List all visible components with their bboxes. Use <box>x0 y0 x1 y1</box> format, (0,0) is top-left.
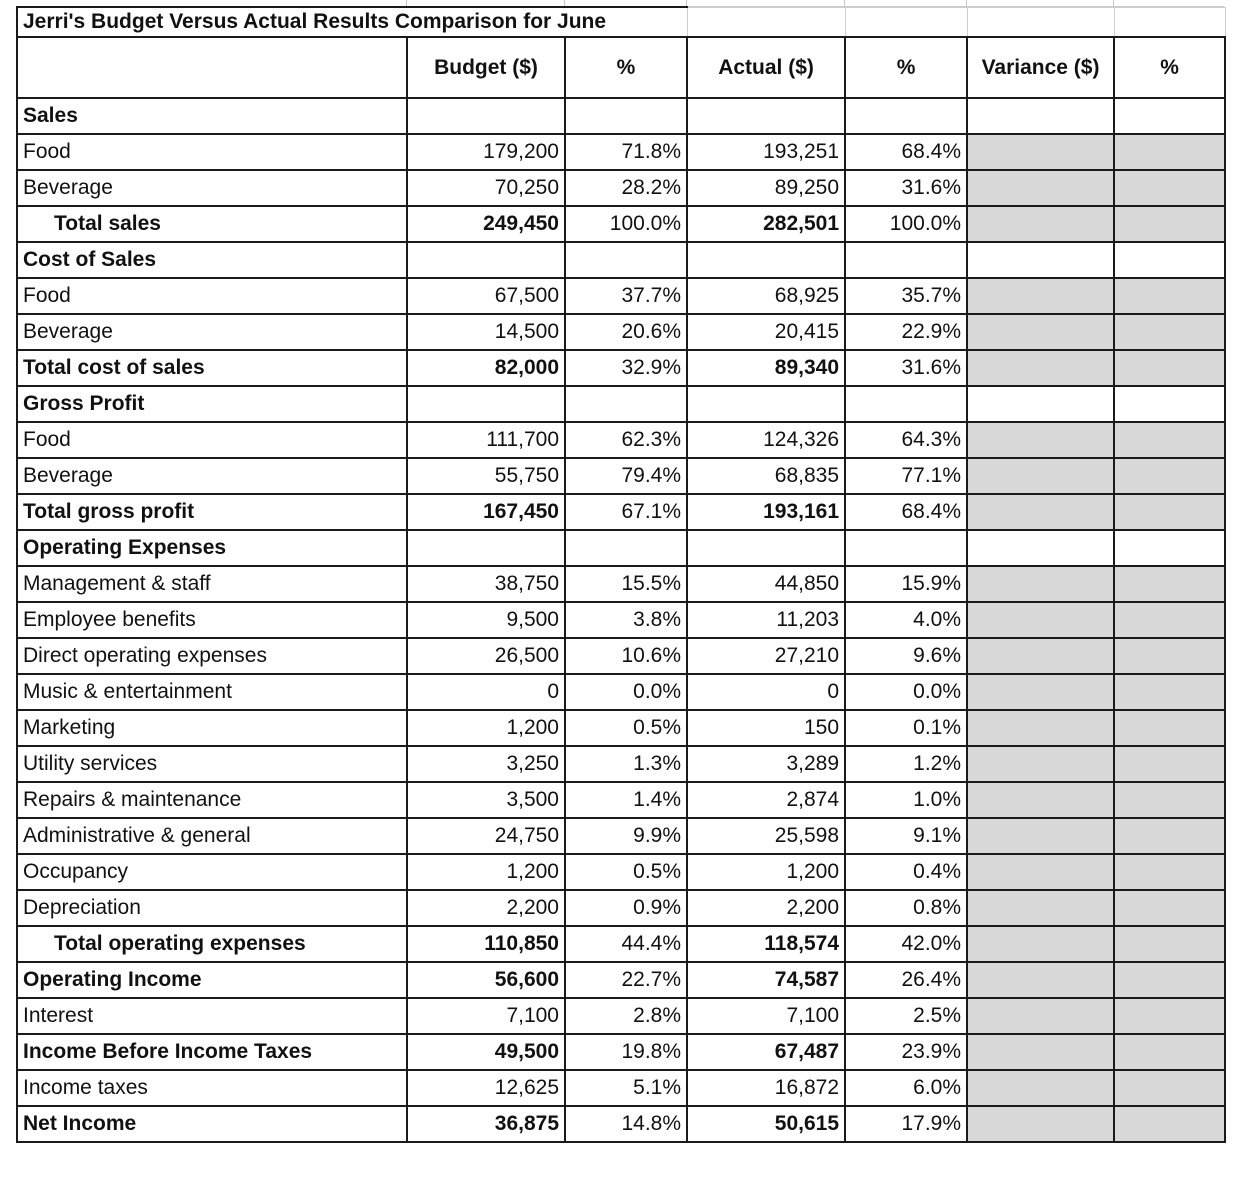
variance-cell[interactable] <box>967 962 1114 998</box>
actual-pct-cell[interactable]: 1.2% <box>845 746 967 782</box>
actual-cell[interactable] <box>687 98 845 134</box>
actual-cell[interactable]: 25,598 <box>687 818 845 854</box>
actual-pct-cell[interactable]: 35.7% <box>845 278 967 314</box>
actual-cell[interactable]: 67,487 <box>687 1034 845 1070</box>
table-row <box>17 962 1225 998</box>
variance-pct-cell[interactable] <box>1114 1070 1225 1106</box>
actual-pct-cell[interactable]: 9.6% <box>845 638 967 674</box>
row-label[interactable]: Operating Expenses <box>17 530 407 566</box>
table-row <box>17 1034 1225 1070</box>
budget-cell[interactable]: 3,250 <box>407 746 565 782</box>
budget-pct-cell[interactable]: 3.8% <box>565 602 687 638</box>
budget-pct-cell[interactable]: 15.5% <box>565 566 687 602</box>
variance-cell[interactable] <box>967 98 1114 134</box>
budget-cell[interactable]: 3,500 <box>407 782 565 818</box>
variance-cell[interactable] <box>967 638 1114 674</box>
budget-pct-cell[interactable]: 20.6% <box>565 314 687 350</box>
budget-cell[interactable]: 14,500 <box>407 314 565 350</box>
actual-cell[interactable]: 11,203 <box>687 602 845 638</box>
budget-pct-cell[interactable] <box>565 530 687 566</box>
table-row <box>17 926 1225 962</box>
budget-cell[interactable]: 26,500 <box>407 638 565 674</box>
variance-pct-cell[interactable] <box>1114 566 1225 602</box>
budget-cell[interactable]: 7,100 <box>407 998 565 1034</box>
actual-cell[interactable]: 68,925 <box>687 278 845 314</box>
actual-cell[interactable]: 27,210 <box>687 638 845 674</box>
variance-pct-cell[interactable] <box>1114 422 1225 458</box>
budget-cell[interactable]: 70,250 <box>407 170 565 206</box>
actual-cell[interactable] <box>687 242 845 278</box>
variance-pct-cell[interactable] <box>1114 602 1225 638</box>
variance-cell[interactable] <box>967 530 1114 566</box>
row-label[interactable]: Food <box>17 134 407 170</box>
actual-pct-cell[interactable]: 23.9% <box>845 1034 967 1070</box>
budget-cell[interactable]: 67,500 <box>407 278 565 314</box>
blank-cell[interactable] <box>687 7 845 37</box>
variance-pct-cell[interactable] <box>1114 494 1225 530</box>
variance-pct-cell[interactable] <box>1114 314 1225 350</box>
actual-cell[interactable]: 2,200 <box>687 890 845 926</box>
budget-pct-cell[interactable]: 28.2% <box>565 170 687 206</box>
actual-pct-cell[interactable]: 0.8% <box>845 890 967 926</box>
row-label[interactable]: Total operating expenses <box>17 926 407 962</box>
table-row <box>17 710 1225 746</box>
budget-pct-cell[interactable] <box>565 386 687 422</box>
row-label[interactable]: Occupancy <box>17 854 407 890</box>
table-row <box>17 422 1225 458</box>
budget-cell[interactable]: 36,875 <box>407 1106 565 1142</box>
variance-pct-cell[interactable] <box>1114 530 1225 566</box>
table-row <box>17 566 1225 602</box>
table-row <box>17 998 1225 1034</box>
variance-cell[interactable] <box>967 1034 1114 1070</box>
table-title[interactable]: Jerri's Budget Versus Actual Results Comparison for June <box>17 7 687 37</box>
budget-pct-cell[interactable]: 0.9% <box>565 890 687 926</box>
row-label[interactable]: Utility services <box>17 746 407 782</box>
table-row <box>17 314 1225 350</box>
budget-pct-cell[interactable]: 0.5% <box>565 854 687 890</box>
budget-cell[interactable]: 56,600 <box>407 962 565 998</box>
header-actual[interactable]: Actual ($) <box>687 37 845 98</box>
variance-cell[interactable] <box>967 278 1114 314</box>
budget-pct-cell[interactable]: 100.0% <box>565 206 687 242</box>
table-row <box>17 818 1225 854</box>
variance-pct-cell[interactable] <box>1114 710 1225 746</box>
budget-pct-cell[interactable]: 5.1% <box>565 1070 687 1106</box>
budget-cell[interactable] <box>407 386 565 422</box>
actual-pct-cell[interactable] <box>845 386 967 422</box>
actual-pct-cell[interactable]: 22.9% <box>845 314 967 350</box>
budget-pct-cell[interactable]: 71.8% <box>565 134 687 170</box>
variance-cell[interactable] <box>967 890 1114 926</box>
budget-pct-cell[interactable]: 10.6% <box>565 638 687 674</box>
variance-cell[interactable] <box>967 242 1114 278</box>
row-label[interactable]: Total cost of sales <box>17 350 407 386</box>
variance-pct-cell[interactable] <box>1114 674 1225 710</box>
row-label[interactable]: Food <box>17 278 407 314</box>
table-row <box>17 782 1225 818</box>
actual-cell[interactable] <box>687 530 845 566</box>
variance-cell[interactable] <box>967 710 1114 746</box>
actual-pct-cell[interactable]: 100.0% <box>845 206 967 242</box>
variance-pct-cell[interactable] <box>1114 350 1225 386</box>
actual-pct-cell[interactable]: 0.4% <box>845 854 967 890</box>
actual-cell[interactable] <box>687 386 845 422</box>
variance-cell[interactable] <box>967 854 1114 890</box>
actual-pct-cell[interactable]: 31.6% <box>845 350 967 386</box>
budget-pct-cell[interactable]: 44.4% <box>565 926 687 962</box>
header-variance[interactable]: Variance ($) <box>967 37 1114 98</box>
budget-pct-cell[interactable] <box>565 98 687 134</box>
variance-cell[interactable] <box>967 674 1114 710</box>
budget-pct-cell[interactable]: 1.3% <box>565 746 687 782</box>
variance-cell[interactable] <box>967 926 1114 962</box>
row-label[interactable]: Income taxes <box>17 1070 407 1106</box>
actual-pct-cell[interactable]: 0.0% <box>845 674 967 710</box>
row-label[interactable]: Music & entertainment <box>17 674 407 710</box>
actual-pct-cell[interactable]: 1.0% <box>845 782 967 818</box>
budget-cell[interactable] <box>407 242 565 278</box>
variance-cell[interactable] <box>967 458 1114 494</box>
actual-cell[interactable]: 124,326 <box>687 422 845 458</box>
row-label[interactable]: Beverage <box>17 314 407 350</box>
variance-cell[interactable] <box>967 206 1114 242</box>
budget-cell[interactable]: 249,450 <box>407 206 565 242</box>
header-variance-pct[interactable]: % <box>1114 37 1225 98</box>
table-row <box>17 854 1225 890</box>
budget-cell[interactable]: 49,500 <box>407 1034 565 1070</box>
variance-cell[interactable] <box>967 818 1114 854</box>
budget-pct-cell[interactable]: 67.1% <box>565 494 687 530</box>
actual-cell[interactable]: 50,615 <box>687 1106 845 1142</box>
budget-cell[interactable] <box>407 530 565 566</box>
actual-pct-cell[interactable]: 64.3% <box>845 422 967 458</box>
actual-cell[interactable]: 20,415 <box>687 314 845 350</box>
budget-pct-cell[interactable]: 0.0% <box>565 674 687 710</box>
budget-pct-cell[interactable]: 0.5% <box>565 710 687 746</box>
header-budget-pct[interactable]: % <box>565 37 687 98</box>
blank-cell[interactable] <box>967 7 1114 37</box>
actual-cell[interactable]: 282,501 <box>687 206 845 242</box>
actual-cell[interactable]: 89,340 <box>687 350 845 386</box>
row-label[interactable]: Beverage <box>17 458 407 494</box>
row-label[interactable]: Marketing <box>17 710 407 746</box>
blank-cell[interactable] <box>1114 7 1225 37</box>
actual-pct-cell[interactable]: 15.9% <box>845 566 967 602</box>
row-label[interactable]: Interest <box>17 998 407 1034</box>
row-label[interactable]: Gross Profit <box>17 386 407 422</box>
budget-pct-cell[interactable]: 37.7% <box>565 278 687 314</box>
actual-pct-cell[interactable]: 6.0% <box>845 1070 967 1106</box>
variance-pct-cell[interactable] <box>1114 638 1225 674</box>
budget-pct-cell[interactable]: 62.3% <box>565 422 687 458</box>
header-actual-pct[interactable]: % <box>845 37 967 98</box>
actual-pct-cell[interactable]: 77.1% <box>845 458 967 494</box>
budget-cell[interactable]: 2,200 <box>407 890 565 926</box>
budget-cell[interactable]: 1,200 <box>407 710 565 746</box>
table-row <box>17 206 1225 242</box>
variance-pct-cell[interactable] <box>1114 962 1225 998</box>
budget-cell[interactable]: 38,750 <box>407 566 565 602</box>
budget-pct-cell[interactable]: 22.7% <box>565 962 687 998</box>
actual-pct-cell[interactable] <box>845 242 967 278</box>
budget-cell[interactable]: 111,700 <box>407 422 565 458</box>
budget-pct-cell[interactable]: 32.9% <box>565 350 687 386</box>
variance-pct-cell[interactable] <box>1114 926 1225 962</box>
actual-cell[interactable]: 16,872 <box>687 1070 845 1106</box>
actual-pct-cell[interactable]: 4.0% <box>845 602 967 638</box>
variance-cell[interactable] <box>967 782 1114 818</box>
actual-cell[interactable]: 7,100 <box>687 998 845 1034</box>
variance-cell[interactable] <box>967 494 1114 530</box>
budget-pct-cell[interactable]: 1.4% <box>565 782 687 818</box>
table-row <box>17 602 1225 638</box>
variance-cell[interactable] <box>967 998 1114 1034</box>
variance-pct-cell[interactable] <box>1114 98 1225 134</box>
variance-cell[interactable] <box>967 566 1114 602</box>
budget-pct-cell[interactable]: 2.8% <box>565 998 687 1034</box>
table-row <box>17 458 1225 494</box>
actual-pct-cell[interactable]: 0.1% <box>845 710 967 746</box>
actual-cell[interactable]: 89,250 <box>687 170 845 206</box>
row-label[interactable]: Beverage <box>17 170 407 206</box>
row-label[interactable]: Repairs & maintenance <box>17 782 407 818</box>
variance-pct-cell[interactable] <box>1114 278 1225 314</box>
budget-pct-cell[interactable]: 14.8% <box>565 1106 687 1142</box>
budget-cell[interactable] <box>407 98 565 134</box>
variance-pct-cell[interactable] <box>1114 242 1225 278</box>
actual-cell[interactable]: 1,200 <box>687 854 845 890</box>
budget-cell[interactable]: 12,625 <box>407 1070 565 1106</box>
actual-pct-cell[interactable]: 68.4% <box>845 134 967 170</box>
header-row <box>17 37 1225 98</box>
actual-pct-cell[interactable]: 9.1% <box>845 818 967 854</box>
budget-pct-cell[interactable]: 79.4% <box>565 458 687 494</box>
variance-cell[interactable] <box>967 1106 1114 1142</box>
budget-cell[interactable]: 1,200 <box>407 854 565 890</box>
actual-cell[interactable]: 150 <box>687 710 845 746</box>
variance-cell[interactable] <box>967 602 1114 638</box>
row-label[interactable]: Employee benefits <box>17 602 407 638</box>
variance-cell[interactable] <box>967 314 1114 350</box>
variance-pct-cell[interactable] <box>1114 818 1225 854</box>
variance-pct-cell[interactable] <box>1114 206 1225 242</box>
budget-cell[interactable]: 0 <box>407 674 565 710</box>
variance-pct-cell[interactable] <box>1114 890 1225 926</box>
table-row <box>17 350 1225 386</box>
row-label[interactable]: Income Before Income Taxes <box>17 1034 407 1070</box>
table-row <box>17 494 1225 530</box>
budget-pct-cell[interactable]: 9.9% <box>565 818 687 854</box>
variance-pct-cell[interactable] <box>1114 854 1225 890</box>
actual-cell[interactable]: 193,161 <box>687 494 845 530</box>
actual-pct-cell[interactable]: 2.5% <box>845 998 967 1034</box>
row-label[interactable]: Net Income <box>17 1106 407 1142</box>
actual-cell[interactable]: 68,835 <box>687 458 845 494</box>
table-row <box>17 1106 1225 1142</box>
header-budget[interactable]: Budget ($) <box>407 37 565 98</box>
variance-cell[interactable] <box>967 170 1114 206</box>
row-label[interactable]: Total gross profit <box>17 494 407 530</box>
section-row <box>17 242 1225 278</box>
budget-cell[interactable]: 110,850 <box>407 926 565 962</box>
variance-pct-cell[interactable] <box>1114 458 1225 494</box>
budget-cell[interactable]: 179,200 <box>407 134 565 170</box>
actual-cell[interactable]: 2,874 <box>687 782 845 818</box>
table-row <box>17 278 1225 314</box>
actual-pct-cell[interactable]: 26.4% <box>845 962 967 998</box>
budget-pct-cell[interactable]: 19.8% <box>565 1034 687 1070</box>
variance-pct-cell[interactable] <box>1114 998 1225 1034</box>
row-label[interactable]: Food <box>17 422 407 458</box>
actual-cell[interactable]: 44,850 <box>687 566 845 602</box>
row-label[interactable]: Administrative & general <box>17 818 407 854</box>
table-row <box>17 638 1225 674</box>
variance-cell[interactable] <box>967 134 1114 170</box>
table-row <box>17 746 1225 782</box>
budget-cell[interactable]: 82,000 <box>407 350 565 386</box>
row-label[interactable]: Management & staff <box>17 566 407 602</box>
budget-table <box>16 6 1226 1143</box>
variance-pct-cell[interactable] <box>1114 1106 1225 1142</box>
budget-cell[interactable]: 167,450 <box>407 494 565 530</box>
variance-cell[interactable] <box>967 350 1114 386</box>
actual-cell[interactable]: 0 <box>687 674 845 710</box>
variance-cell[interactable] <box>967 746 1114 782</box>
table-row <box>17 170 1225 206</box>
budget-cell[interactable]: 9,500 <box>407 602 565 638</box>
variance-cell[interactable] <box>967 386 1114 422</box>
title-row <box>17 7 1225 37</box>
variance-cell[interactable] <box>967 422 1114 458</box>
row-label[interactable]: Total sales <box>17 206 407 242</box>
variance-pct-cell[interactable] <box>1114 170 1225 206</box>
header-blank-cell[interactable] <box>17 37 407 98</box>
variance-cell[interactable] <box>967 1070 1114 1106</box>
actual-pct-cell[interactable]: 31.6% <box>845 170 967 206</box>
row-label[interactable]: Operating Income <box>17 962 407 998</box>
budget-cell[interactable]: 55,750 <box>407 458 565 494</box>
budget-cell[interactable]: 24,750 <box>407 818 565 854</box>
row-label[interactable]: Sales <box>17 98 407 134</box>
variance-pct-cell[interactable] <box>1114 746 1225 782</box>
section-row <box>17 386 1225 422</box>
variance-pct-cell[interactable] <box>1114 386 1225 422</box>
table-row <box>17 674 1225 710</box>
table-row <box>17 890 1225 926</box>
row-label[interactable]: Depreciation <box>17 890 407 926</box>
actual-pct-cell[interactable] <box>845 530 967 566</box>
row-label[interactable]: Direct operating expenses <box>17 638 407 674</box>
actual-cell[interactable]: 3,289 <box>687 746 845 782</box>
actual-cell[interactable]: 118,574 <box>687 926 845 962</box>
row-label[interactable]: Cost of Sales <box>17 242 407 278</box>
budget-pct-cell[interactable] <box>565 242 687 278</box>
table-row <box>17 134 1225 170</box>
actual-cell[interactable]: 193,251 <box>687 134 845 170</box>
actual-pct-cell[interactable]: 68.4% <box>845 494 967 530</box>
blank-cell[interactable] <box>845 7 967 37</box>
variance-pct-cell[interactable] <box>1114 134 1225 170</box>
variance-pct-cell[interactable] <box>1114 1034 1225 1070</box>
section-row <box>17 98 1225 134</box>
table-row <box>17 1070 1225 1106</box>
actual-pct-cell[interactable]: 42.0% <box>845 926 967 962</box>
actual-pct-cell[interactable] <box>845 98 967 134</box>
actual-cell[interactable]: 74,587 <box>687 962 845 998</box>
actual-pct-cell[interactable]: 17.9% <box>845 1106 967 1142</box>
variance-pct-cell[interactable] <box>1114 782 1225 818</box>
section-row <box>17 530 1225 566</box>
